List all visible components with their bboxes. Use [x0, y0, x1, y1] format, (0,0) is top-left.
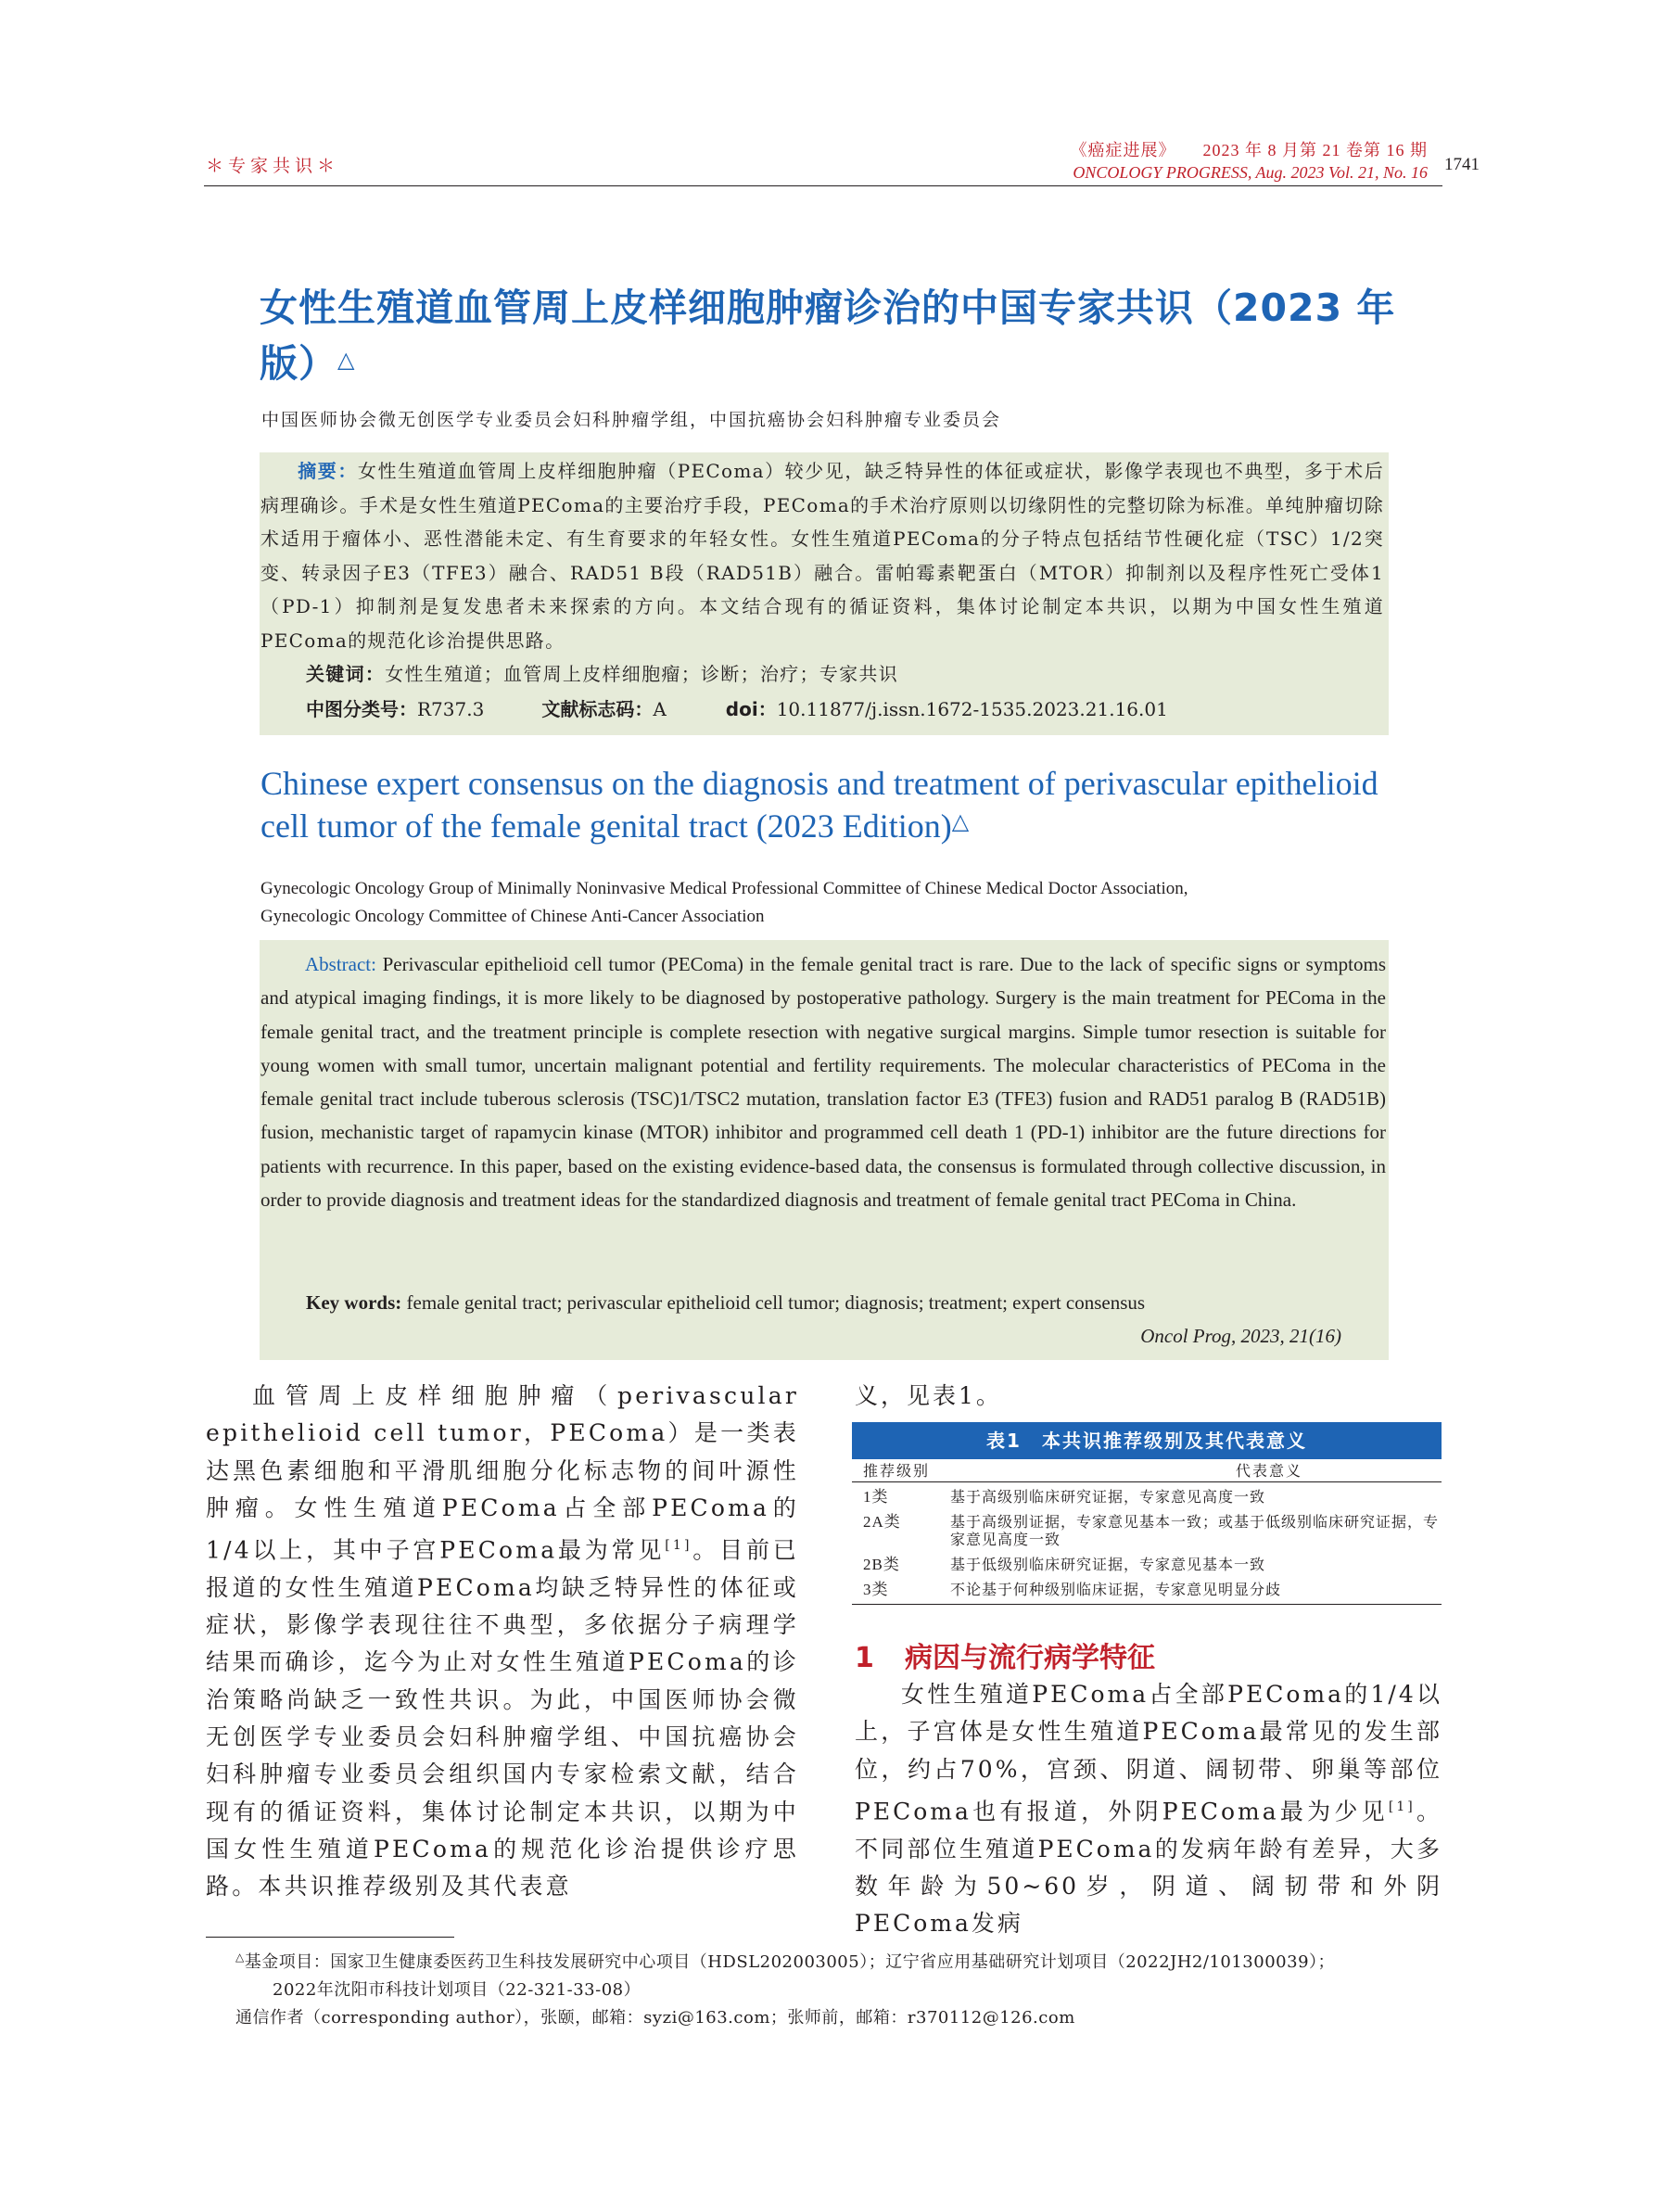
title-cn-text: 女性生殖道血管周上皮样细胞肿瘤诊治的中国专家共识（2023 年版）: [260, 286, 1396, 386]
doi-label: doi：: [725, 698, 777, 720]
body-right-paragraph: [855, 1676, 1442, 1942]
keywords-en-label: Key words:: [306, 1291, 402, 1314]
fund-mark: △: [235, 1951, 245, 1964]
table-cell-meaning: 基于低级别临床研究证据，专家意见基本一致: [950, 1556, 1266, 1573]
table-header-meaning: 代表意义: [939, 1459, 1442, 1482]
table-cell-grade: 2A类: [863, 1513, 901, 1531]
recommendation-table: [852, 1459, 1442, 1605]
table-header-grade: 推荐级别: [852, 1459, 939, 1482]
body-left-paragraph: [206, 1378, 799, 1905]
body-right-top: 义，见表1。: [855, 1382, 1002, 1409]
keywords-en-text: female genital tract; perivascular epithelioid cell tumor; diagnosis; treatment; expert consensus: [406, 1291, 1146, 1314]
title-en: [260, 762, 1410, 847]
header-divider: [204, 185, 1442, 186]
section-label: ＊专家共识＊: [206, 156, 340, 176]
doi-value: 10.11877/j.issn.1672-1535.2023.21.16.01: [776, 698, 1168, 720]
abstract-en-text: Perivascular epithelioid cell tumor (PEComa) in the female genital tract is rare. Due to the lack of specific signs or symptoms and atypical imaging findings, it is more likely to be diagnosed by postoperative pathology. Surgery is the main treatment for PEComa in the female genital tract, and the treatment principle is complete resection with negative surgical margins. Simple tumor resection is suitable for young women with small tumor, uncertain malignant potential and fertility requirements. The molecular characteristics of PEComa in the female genital tract include tuberous sclerosis (TSC)1/TSC2 mutation, translation factor E3 (TFE3) fusion and RAD51 paralog B (RAD51B) fusion, mechanistic target of rapamycin kinase (MTOR) inhibitor and programmed cell death 1 (PD-1) inhibitor are the future directions for patients with recurrence. In this paper, based on the existing evidence-based data, the consensus is formulated through collective discussion, in order to provide diagnosis and treatment ideas for the standardized diagnosis and treatment of female genital tract PEComa in China.: [260, 953, 1386, 1212]
table-cell-grade: 3类: [852, 1577, 939, 1605]
table-cell-meaning: 不论基于何种级别临床证据，专家意见明显分歧: [939, 1577, 1442, 1605]
section-number: 1: [855, 1642, 874, 1674]
body-left-text-1: 血管周上皮样细胞肿瘤（perivascular epithelioid cell tumor，PEComa）是一类表达黑色素细胞和平滑肌细胞分化标志物的间叶源性肿瘤。女性生殖道PEComa占全部PEComa的1/4以上，其中子宫PEComa最为常见: [206, 1382, 799, 1564]
abstract-cn: [260, 454, 1384, 657]
title-cn: [260, 280, 1409, 391]
page-number: 1741: [1444, 155, 1480, 174]
authors-en-line2: Gynecologic Oncology Committee of Chinese Anti-Cancer Association: [260, 907, 765, 926]
doc-label: 文献标志码：: [541, 698, 654, 720]
table-row: [852, 1482, 1442, 1510]
table-row: [852, 1509, 1442, 1552]
doc-value: A: [653, 698, 667, 720]
reference-link[interactable]: [1]: [1388, 1799, 1416, 1814]
reference-link[interactable]: [1]: [665, 1538, 692, 1554]
citation: Oncol Prog, 2023, 21(16): [1140, 1325, 1341, 1347]
section-text-2: 。不同部位生殖道PEComa的发病年龄有差异，大多数年龄为50~60岁，阴道、阔韧带和外阴PEComa发病: [855, 1798, 1442, 1938]
table-cell-grade: 1类: [863, 1488, 889, 1506]
title-en-text: Chinese expert consensus on the diagnosis and treatment of perivascular epithelioid cell tumor of the female genital tract (2023 Edition): [260, 765, 1378, 845]
keywords-en: [306, 1291, 1145, 1315]
table-row: [852, 1552, 1442, 1577]
table-cell-meaning: 基于高级别证据，专家意见基本一致；或基于低级别临床研究证据，专家意见高度一致: [950, 1513, 1440, 1548]
footnote-divider: [206, 1937, 454, 1938]
abstract-en-label: Abstract:: [305, 953, 376, 975]
abstract-en: [260, 947, 1386, 1216]
body-left-text-2: 。目前已报道的女性生殖道PEComa均缺乏特异性的体征或症状，影像学表现往往不典型，多依据分子病理学结果而确诊，迄今为止对女性生殖道PEComa的诊治策略尚缺乏一致性共识。为此，中国医师协会微无创医学专业委员会妇科肿瘤学组、中国抗癌协会妇科肿瘤专业委员会组织国内专家检索文献，结合现有的循证资料，集体讨论制定本共识，以期为中国女性生殖道PEComa的规范化诊治提供诊疗思路。本共识推荐级别及其代表意: [206, 1536, 799, 1901]
table-title: 表1 本共识推荐级别及其代表意义: [852, 1422, 1442, 1459]
authors-cn: 中国医师协会微无创医学专业委员会妇科肿瘤学组，中国抗癌协会妇科肿瘤专业委员会: [261, 410, 1002, 430]
fund-line-2: 2022年沈阳市科技计划项目（22-321-33-08）: [273, 1980, 641, 2000]
section-title: 病因与流行病学特征: [905, 1642, 1155, 1674]
section-text-1: 女性生殖道PEComa占全部PEComa的1/4以上，子宫体是女性生殖道PEComa最常见的发生部位，约占70%，宫颈、阴道、阔韧带、卵巢等部位PEComa也有报道，外阴PEComa最为少见: [855, 1681, 1442, 1825]
keywords-cn: [306, 659, 898, 686]
class-label: 中图分类号：: [306, 698, 417, 720]
table-cell-grade: 2B类: [863, 1556, 900, 1573]
title-cn-mark: △: [337, 347, 356, 373]
abstract-cn-text: 女性生殖道血管周上皮样细胞肿瘤（PEComa）较少见，缺乏特异性的体征或症状，影像学表现也不典型，多于术后病理确诊。手术是女性生殖道PEComa的主要治疗手段，PEComa的手术治疗原则以切缘阴性的完整切除为标准。单纯肿瘤切除术适用于瘤体小、恶性潜能未定、有生育要求的年轻女性。女性生殖道PEComa的分子特点包括结节性硬化症（TSC）1/2突变、转录因子E3（TFE3）融合、RAD51 B段（RAD51B）融合。雷帕霉素靶蛋白（MTOR）抑制剂以及程序性死亡受体1（PD-1）抑制剂是复发患者未来探索的方向。本文结合现有的循证资料，集体讨论制定本共识，以期为中国女性生殖道PEComa的规范化诊治提供思路。: [260, 460, 1384, 652]
title-en-mark: △: [951, 810, 970, 834]
corresponding-author: 通信作者（corresponding author），张颐，邮箱：syzi@163.com；张师前，邮箱：r370112@126.com: [235, 2008, 1075, 2028]
journal-cn: 《癌症进展》 2023 年 8 月第 21 卷第 16 期: [1070, 141, 1428, 159]
classification-line: [306, 694, 1168, 721]
class-value: R737.3: [417, 698, 485, 720]
authors-en-line1: Gynecologic Oncology Group of Minimally Noninvasive Medical Professional Committee of Chinese Medical Doctor Association,: [260, 879, 1188, 898]
keywords-cn-text: 女性生殖道；血管周上皮样细胞瘤；诊断；治疗；专家共识: [385, 663, 899, 685]
table-cell-meaning: 基于高级别临床研究证据，专家意见高度一致: [950, 1488, 1266, 1506]
fund-text-1: 基金项目：国家卫生健康委医药卫生科技发展研究中心项目（HDSL202003005）；辽宁省应用基础研究计划项目（2022JH2/101300039）；: [244, 1952, 1336, 1972]
keywords-cn-label: 关键词：: [306, 663, 386, 685]
fund-line-1: [235, 1943, 1450, 1977]
table-row: [852, 1577, 1442, 1605]
journal-info: [1071, 139, 1429, 184]
table-header-row: [852, 1459, 1442, 1482]
authors-en: [260, 875, 1429, 931]
section-heading: [855, 1634, 1155, 1675]
footnotes: [235, 1943, 1450, 2032]
abstract-cn-label: 摘要：: [298, 460, 358, 482]
journal-en: ONCOLOGY PROGRESS, Aug. 2023 Vol. 21, No. 16: [1073, 163, 1428, 182]
